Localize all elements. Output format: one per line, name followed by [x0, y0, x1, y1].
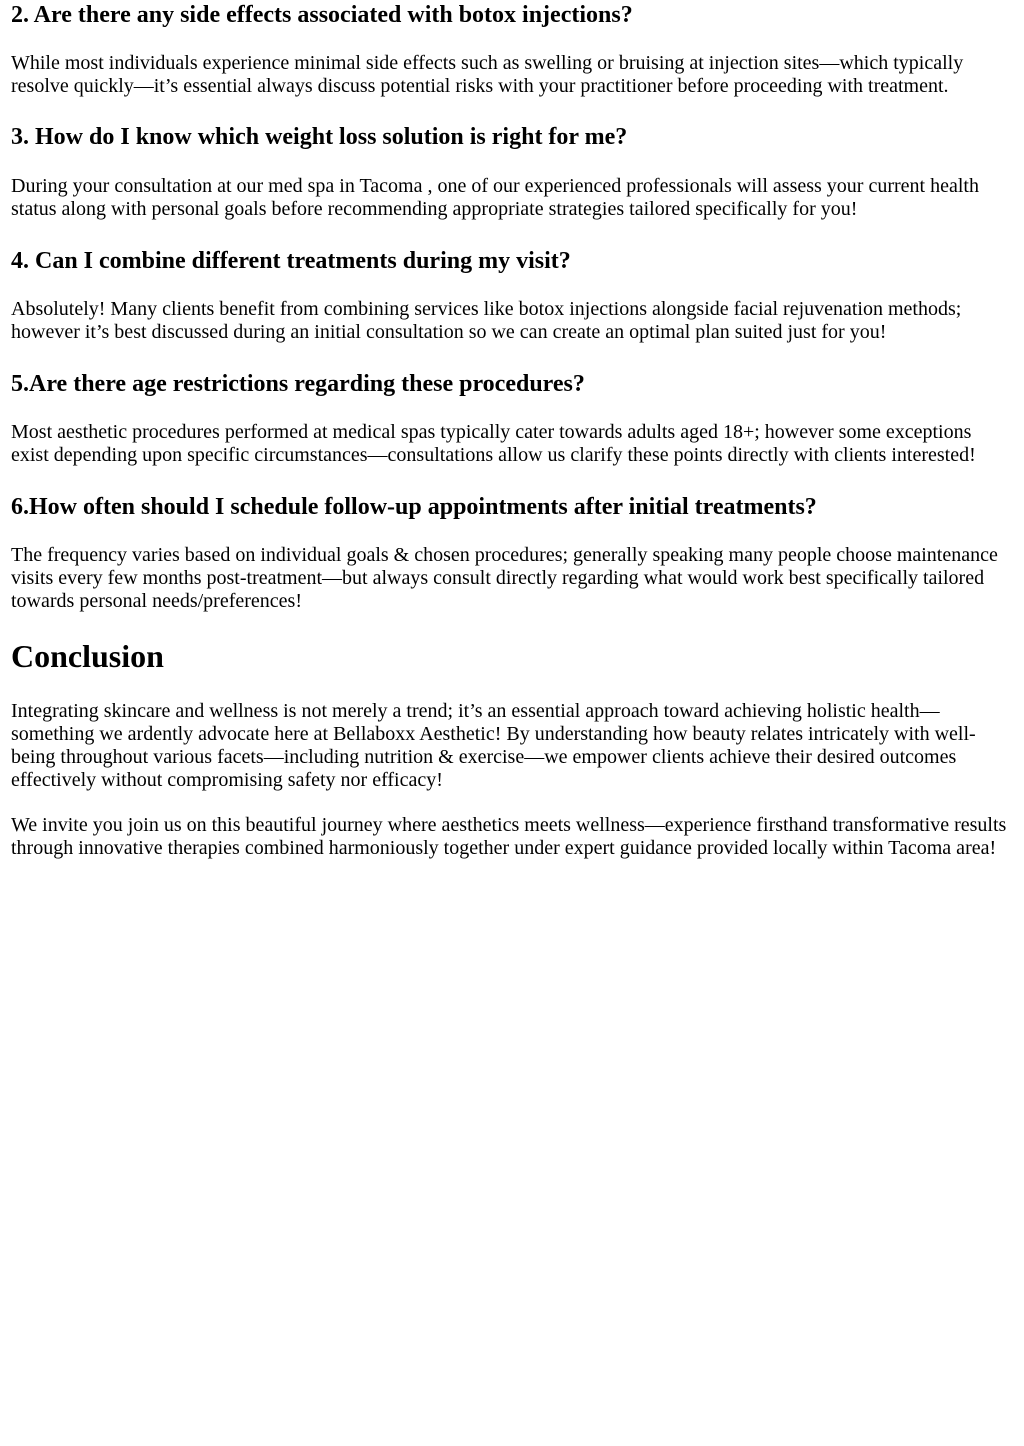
faq-question: 4. Can I combine different treatments during my visit?	[11, 248, 571, 274]
faq-question: 6.How often should I schedule follow-up appointments after initial treatments?	[11, 494, 817, 520]
conclusion-heading: Conclusion	[11, 638, 164, 674]
conclusion-paragraph: We invite you join us on this beautiful journey where aesthetics meets wellness—experience firsthand transformative results through innovative therapies combined harmoniously together under expert guidance provided locally within Tacoma area!	[11, 814, 1007, 859]
faq-answer: The frequency varies based on individual goals & chosen procedures; generally speaking many people choose maintenance visits every few months post-treatment—but always consult directly regarding what would work best specifically tailored towards personal needs/preferences!	[11, 544, 998, 612]
faq-question: 5.Are there age restrictions regarding these procedures?	[11, 371, 585, 397]
faq-question: 3. How do I know which weight loss solution is right for me?	[11, 124, 628, 150]
conclusion-paragraph: Integrating skincare and wellness is not merely a trend; it’s an essential approach toward achieving holistic health—something we ardently advocate here at Bellaboxx Aesthetic! By understanding how beauty relates intricately with well-being throughout various facets—including nutrition & exercise—we empower clients achieve their desired outcomes effectively without compromising safety nor efficacy!	[11, 700, 976, 791]
faq-question: 2. Are there any side effects associated with botox injections?	[11, 2, 633, 28]
faq-answer: While most individuals experience minimal side effects such as swelling or bruising at injection sites—which typically resolve quickly—it’s essential always discuss potential risks with your practitioner before proceeding with treatment.	[11, 52, 964, 97]
faq-answer: Most aesthetic procedures performed at medical spas typically cater towards adults aged 18+; however some exceptions exist depending upon specific circumstances—consultations allow us clarify these points directly with clients interested!	[11, 421, 976, 466]
faq-answer: During your consultation at our med spa in Tacoma , one of our experienced professionals will assess your current health status along with personal goals before recommending appropriate strategies tailored specifically for you!	[11, 175, 979, 220]
faq-answer: Absolutely! Many clients benefit from combining services like botox injections alongside facial rejuvenation methods; however it’s best discussed during an initial consultation so we can create an optimal plan suited just for you!	[11, 298, 962, 343]
